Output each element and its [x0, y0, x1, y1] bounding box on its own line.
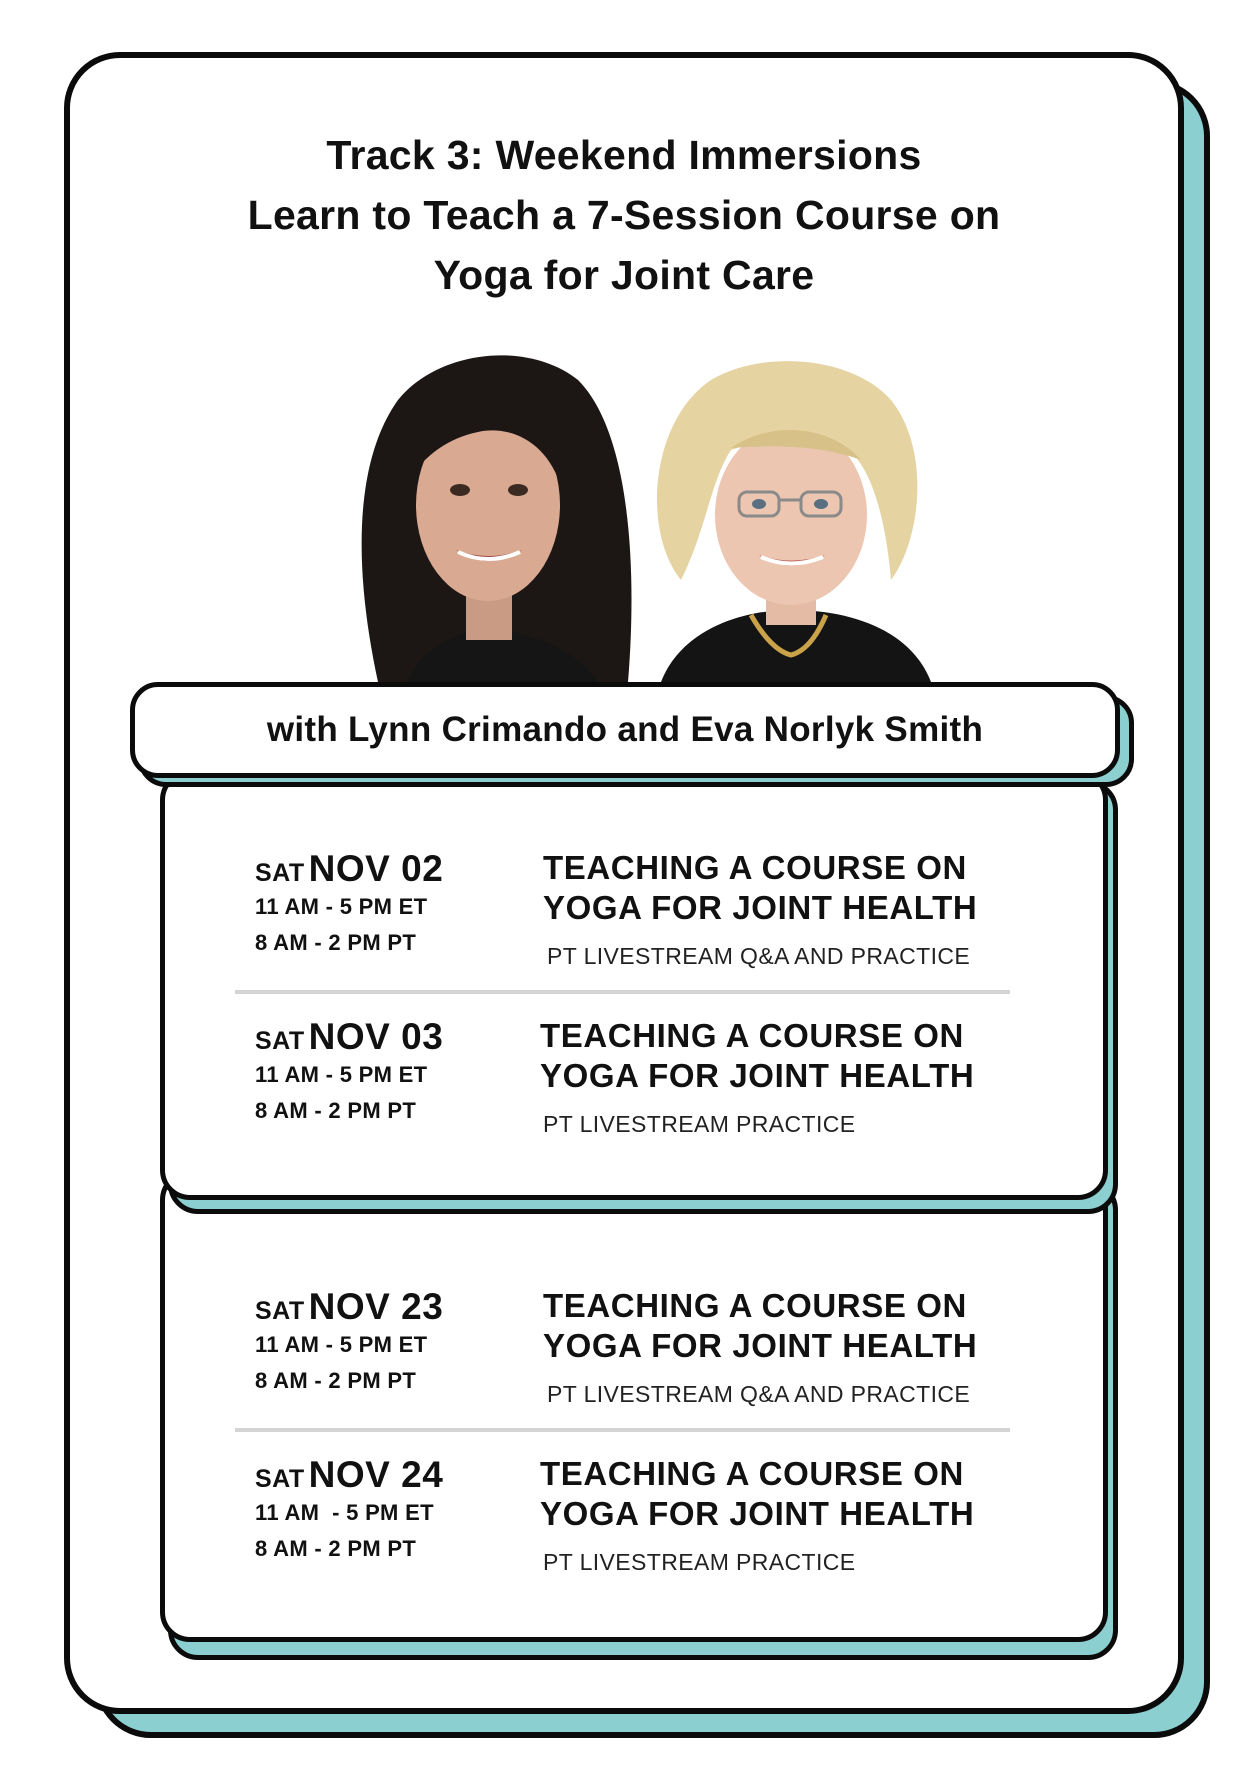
session-subtitle: PT LIVESTREAM PRACTICE: [543, 1111, 856, 1137]
session-title-line-1: TEACHING A COURSE ON: [540, 1017, 964, 1054]
page-title: [64, 125, 1184, 305]
session-day: SAT: [255, 1297, 305, 1325]
session-time-pt: 8 AM - 2 PM PT: [255, 1098, 417, 1123]
session-time-et: 11 AM - 5 PM ET: [255, 1332, 428, 1357]
session-date: [255, 1286, 443, 1328]
session-title: [543, 1286, 977, 1366]
title-line-2: Learn to Teach a 7-Session Course on: [247, 192, 1001, 238]
session-month-day: NOV 02: [308, 848, 444, 889]
session-subtitle: PT LIVESTREAM PRACTICE: [543, 1549, 856, 1575]
session-day: SAT: [255, 859, 305, 887]
session-title-line-1: TEACHING A COURSE ON: [543, 849, 967, 886]
session-title-line-2: YOGA FOR JOINT HEALTH: [543, 1327, 978, 1364]
session-title-line-2: YOGA FOR JOINT HEALTH: [543, 889, 978, 926]
portrait-eva-norlyk-smith: [621, 350, 950, 682]
session-item: [255, 1286, 1015, 1436]
session-time-pt: 8 AM - 2 PM PT: [255, 1536, 417, 1561]
session-item: [255, 848, 1015, 998]
presenter-label: with Lynn Crimando and Eva Norlyk Smith: [266, 710, 984, 749]
session-date: [255, 1454, 443, 1496]
session-divider: [235, 1428, 1010, 1432]
session-subtitle: PT LIVESTREAM Q&A AND PRACTICE: [547, 943, 971, 969]
session-title-line-1: TEACHING A COURSE ON: [543, 1287, 967, 1324]
presenter-photos: [338, 340, 950, 682]
session-time-et: 11 AM - 5 PM ET: [255, 1062, 428, 1087]
session-day: SAT: [255, 1027, 305, 1055]
session-time-et: 11 AM - 5 PM ET: [255, 1500, 434, 1525]
session-subtitle: PT LIVESTREAM Q&A AND PRACTICE: [547, 1381, 971, 1407]
session-title-line-2: YOGA FOR JOINT HEALTH: [540, 1495, 975, 1532]
session-divider: [235, 990, 1010, 994]
session-time-et: 11 AM - 5 PM ET: [255, 894, 428, 919]
session-title: [543, 848, 977, 928]
session-title: [540, 1016, 974, 1096]
session-day: SAT: [255, 1465, 305, 1493]
session-month-day: NOV 24: [308, 1454, 444, 1495]
presenter-pill: [130, 682, 1120, 778]
session-item: [255, 1454, 1015, 1604]
session-title-line-2: YOGA FOR JOINT HEALTH: [540, 1057, 975, 1094]
session-time-pt: 8 AM - 2 PM PT: [255, 1368, 417, 1393]
session-month-day: NOV 23: [308, 1286, 444, 1327]
session-title: [540, 1454, 974, 1534]
title-line-3: Yoga for Joint Care: [433, 252, 815, 298]
session-date: [255, 1016, 443, 1058]
session-title-line-1: TEACHING A COURSE ON: [540, 1455, 964, 1492]
session-date: [255, 848, 443, 890]
title-line-1: Track 3: Weekend Immersions: [326, 132, 922, 178]
session-time-pt: 8 AM - 2 PM PT: [255, 930, 417, 955]
session-item: [255, 1016, 1015, 1166]
portrait-lynn-crimando: [338, 340, 638, 682]
session-month-day: NOV 03: [308, 1016, 444, 1057]
